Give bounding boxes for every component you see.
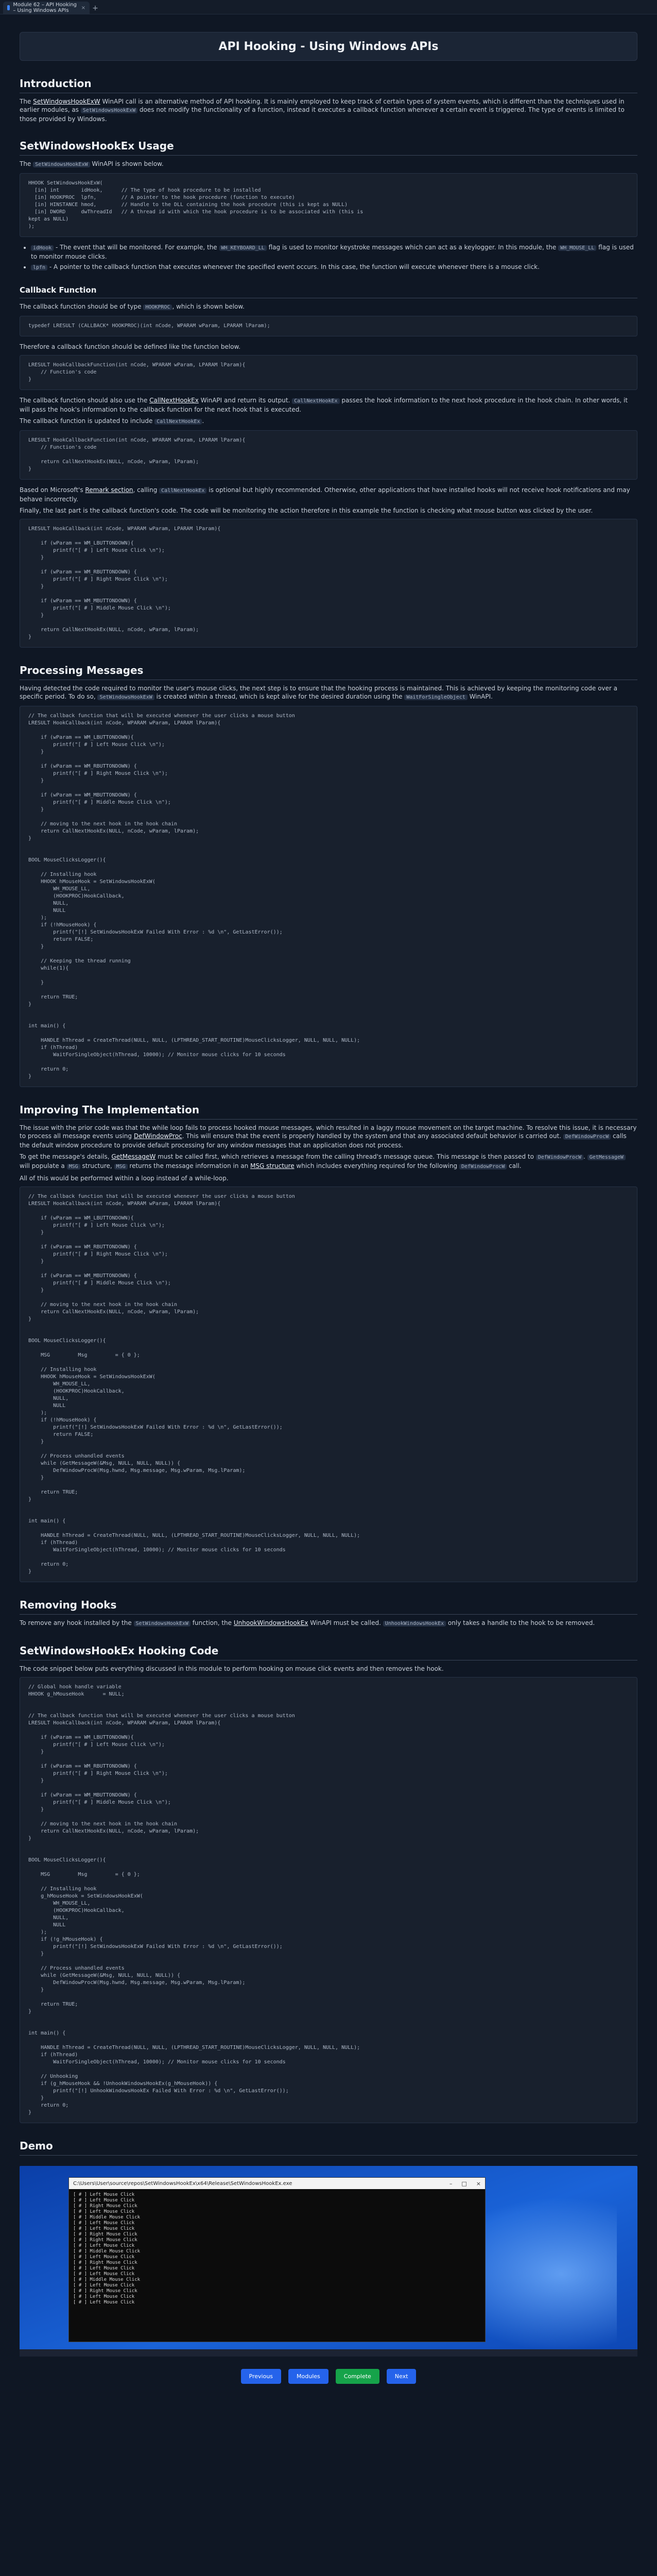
bullet-idhook: • idHook - The event that will be monitored. For example, the WH_KEYBOARD_LL flag is used to monitor keystroke messages which can act as a keylogger. In this module, the WH_MOUSE_LL flag is used to monitor mouse clicks. bbox=[31, 243, 637, 261]
callback-heading: Callback Function bbox=[20, 285, 97, 295]
code-block-improving: // The callback function that will be executed whenever the user clicks a mouse button LRESULT HookCallback(int nCode, WPARAM wParam, LPARAM lParam){ if (wParam == WM_LBUTTONDOWN){ printf("[ # ] Left Mouse Click \n"); } if (wParam == WM_RBUTTONDOWN) { printf("[ # ] Right Mouse Click \n"); } if (wParam == WM_MBUTTONDOWN) { printf("[ # ] Middle Mouse Click \n"); } // moving to the next hook in the hook chain return CallNextHookEx(NULL, nCode, wParam, lParam); } BOOL MouseClicksLogger(){ MSG Msg = { 0 }; // Installing hook HHOOK hMouseHook = SetWindowsHookExW( WH_MOUSE_LL, (HOOKPROC)HookCallback, NULL, NULL ); if (!hMouseHook) { printf("[!] SetWindowsHookExW Failed With Error : %d \n", GetLastError()); return FALSE; } // Process unhandled events while (GetMessageW(&Msg, NULL, NULL, NULL)) { DefWindowProcW(Msg.hwnd, Msg.message, Msg.wParam, Msg.lParam); } return TRUE; } int main() { HANDLE hThread = CreateThread(NULL, NULL, (LPTHREAD_START_ROUTINE)MouseClicksLogger, NULL, NULL, NULL); if (hThread) WaitForSingleObject(hThread, 10000); // Monitor mouse clicks for 10 seconds return 0; } bbox=[20, 1187, 637, 1582]
console-titlebar bbox=[69, 2178, 485, 2189]
close-icon[interactable]: × bbox=[476, 2180, 481, 2187]
page-title: API Hooking - Using Windows APIs bbox=[218, 40, 439, 53]
intro-heading: Introduction bbox=[20, 77, 92, 90]
console-title: C:\Users\User\source\repos\SetWindowsHookEx\x64\Release\SetWindowsHookEx.exe bbox=[73, 2180, 292, 2187]
console-window bbox=[68, 2177, 486, 2342]
code-block-hooking: // Global hook handle variable HHOOK g_hMouseHook = NULL; // The callback function that will be executed whenever the user clicks a mouse button LRESULT HookCallback(int nCode, WPARAM wParam, LPARAM lParam){ if (wParam == WM_LBUTTONDOWN){ printf("[ # ] Left Mouse Click \n"); } if (wParam == WM_RBUTTONDOWN) { printf("[ # ] Right Mouse Click \n"); } if (wParam == WM_MBUTTONDOWN) { printf("[ # ] Middle Mouse Click \n"); } // moving to the next hook in the hook chain return CallNextHookEx(NULL, nCode, wParam, lParam); } BOOL MouseClicksLogger(){ MSG Msg = { 0 }; // Installing hook g_hMouseHook = SetWindowsHookExW( WH_MOUSE_LL, (HOOKPROC)HookCallback, NULL, NULL ); if (!g_hMouseHook) { printf("[!] SetWindowsHookExW Failed With Error : %d \n", GetLastError()); } // Process unhandled events while (GetMessageW(&Msg, NULL, NULL, NULL)) { DefWindowProcW(Msg.hwnd, Msg.message, Msg.wParam, Msg.lParam); } return TRUE; } int main() { HANDLE hThread = CreateThread(NULL, NULL, (LPTHREAD_START_ROUTINE)MouseClicksLogger, NULL, NULL, NULL); if (hThread) WaitForSingleObject(hThread, 10000); // Monitor mouse clicks for 10 seconds // Unhooking if (g_hMouseHook && !UnhookWindowsHookEx(g_hMouseHook)) { printf("[!] UnhookWindowsHookEx Failed With Error : %d \n", GetLastError()); } return 0; } bbox=[20, 1677, 637, 2123]
bullet-lpfn: • lpfn - A pointer to the callback function that executes whenever the specified event occurs. In this case, the function will execute whenever there is a mouse click. bbox=[31, 263, 637, 272]
callback-paragraph-4: The callback function is updated to include CallNextHookEx . bbox=[20, 417, 204, 425]
callback-paragraph-6: Finally, the last part is the callback function's code. The code will be monitoring the action therefore in this example the function is checking what mouse button was clicked by the user. bbox=[20, 507, 593, 514]
msg-structure-link[interactable]: MSG structure bbox=[250, 1162, 295, 1170]
window-controls bbox=[449, 2180, 481, 2187]
setwindowshookexw-link[interactable]: SetWindowsHookExW bbox=[33, 98, 100, 105]
unhookwindowshookex-link[interactable]: UnhookWindowsHookEx bbox=[233, 1619, 308, 1626]
getmessagew-link[interactable]: GetMessageW bbox=[111, 1153, 156, 1160]
removing-paragraph: To remove any hook installed by the SetWindowsHookExW function, the UnhookWindowsHookEx WinAPI must be called. UnhookWindowsHookEx only takes a handle to the hook to be removed. bbox=[20, 1619, 595, 1626]
callback-paragraph-5: Based on Microsoft's Remark section, calling CallNextHookEx is optional but highly recommended. Otherwise, other applications that have installed hooks will not receive hook notifications and may behave incorrectly. bbox=[20, 486, 630, 503]
new-tab-button[interactable]: + bbox=[92, 4, 98, 12]
code-block-callback-next: LRESULT HookCallbackFunction(int nCode, WPARAM wParam, LPARAM lParam){ // Function's code return CallNextHookEx(NULL, nCode, wParam, lParam); } bbox=[20, 430, 637, 480]
improving-paragraph-3: All of this would be performed within a loop instead of a while-loop. bbox=[20, 1175, 229, 1182]
defwindowproc-link[interactable]: DefWindowProc bbox=[133, 1132, 182, 1140]
usage-paragraph: The SetWindowsHookExW WinAPI is shown below. bbox=[20, 160, 164, 167]
callback-paragraph-1: The callback function should be of type HOOKPROC , which is shown below. bbox=[20, 303, 245, 310]
complete-button[interactable]: Complete bbox=[336, 2369, 379, 2384]
module-navigation bbox=[20, 2369, 637, 2398]
code-block-callback-full: LRESULT HookCallback(int nCode, WPARAM wParam, LPARAM lParam){ if (wParam == WM_LBUTTONDOWN){ printf("[ # ] Left Mouse Click \n"); } if (wParam == WM_RBUTTONDOWN) { printf("[ # ] Right Mouse Click \n"); } if (wParam == WM_MBUTTONDOWN) { printf("[ # ] Middle Mouse Click \n"); } return CallNextHookEx(NULL, nCode, wParam, lParam); } bbox=[20, 519, 637, 648]
usage-bullets bbox=[31, 243, 637, 272]
processing-heading: Processing Messages bbox=[20, 664, 144, 676]
taskbar bbox=[20, 2349, 637, 2357]
intro-paragraph: The SetWindowsHookExW WinAPI call is an alternative method of API hooking. It is mainly employed to keep track of certain types of system events, which is different than the techniques used in earlier modules, as SetWindowsHookExW does not modify the functionality of a function, instead it executes a callback function whenever a certain event is triggered. The type of events is limited to those provided by Windows. bbox=[20, 98, 625, 123]
demo-screenshot bbox=[20, 2166, 637, 2357]
page-content bbox=[20, 14, 637, 2398]
favicon-icon bbox=[7, 5, 10, 10]
demo-heading: Demo bbox=[20, 2140, 53, 2152]
browser-tab[interactable] bbox=[3, 2, 90, 14]
console-output: [ # ] Left Mouse Click [ # ] Left Mouse Click [ # ] Right Mouse Click [ # ] Left Mouse Click [ # ] Middle Mouse Click [ # ] Left Mouse Click [ # ] Left Mouse Click [ # ] Right Mouse Click [ # ] Right Mouse Click [ # ] Left Mouse Click [ # ] Middle Mouse Click [ # ] Left Mouse Click [ # ] Right Mouse Click [ # ] Left Mouse Click [ # ] Left Mouse Click [ # ] Middle Mouse Click [ # ] Left Mouse Click [ # ] Right Mouse Click [ # ] Left Mouse Click [ # ] Left Mouse Click bbox=[73, 2192, 141, 2305]
next-button[interactable]: Next bbox=[387, 2369, 417, 2384]
callback-paragraph-2: Therefore a callback function should be defined like the function below. bbox=[20, 343, 241, 350]
usage-heading: SetWindowsHookEx Usage bbox=[20, 140, 174, 152]
previous-button[interactable]: Previous bbox=[241, 2369, 282, 2384]
removing-heading: Removing Hooks bbox=[20, 1599, 117, 1611]
code-block-hookproc: typedef LRESULT (CALLBACK* HOOKPROC)(int nCode, WPARAM wParam, LPARAM lParam); bbox=[20, 316, 637, 336]
divider bbox=[20, 155, 637, 156]
modules-button[interactable]: Modules bbox=[288, 2369, 328, 2384]
improving-heading: Improving The Implementation bbox=[20, 1104, 200, 1116]
processing-paragraph: Having detected the code required to monitor the user's mouse clicks, the next step is to ensure that the hooking process is maintained. This is achieved by keeping the monitoring code over a specific period. To do so, SetWindowsHookExW is created within a thread, which is kept alive for the desired duration using the WaitForSingleObject WinAPI. bbox=[20, 685, 617, 700]
hooking-code-heading: SetWindowsHookEx Hooking Code bbox=[20, 1645, 219, 1657]
minimize-icon[interactable]: – bbox=[449, 2180, 453, 2187]
code-block-usage: HHOOK SetWindowsHookExW( [in] int idHook, // The type of hook procedure to be installed [in] HOOKPROC lpfn, // A pointer to the hook procedure (function to execute) [in] HINSTANCE hmod, // Handle to the DLL containing the hook procedure (this is kept as NULL) [in] DWORD dwThreadId // A thread id with which the hook procedure is to be associated with (this is kept as NULL) ); bbox=[20, 173, 637, 237]
improving-paragraph-2: To get the message's details, GetMessageW must be called first, which retrieves a message from the calling thread's message queue. This message is then passed to DefWindowProcW . GetMessageW will populate a MSG structure, MSG returns the message information in an MSG structure which includes everything required for the following DefWindowProcW call. bbox=[20, 1153, 637, 1171]
code-block-callback-def: LRESULT HookCallbackFunction(int nCode, WPARAM wParam, LPARAM lParam){ // Function's code } bbox=[20, 355, 637, 390]
title-card bbox=[20, 32, 637, 61]
remark-section-link[interactable]: Remark section bbox=[85, 486, 133, 494]
callback-paragraph-3: The callback function should also use the CallNextHookEx WinAPI and return its output. CallNextHookEx passes the hook information to the next hook procedure in the hook chain. In other words, it will pass the hook's information to the callback function for the next hook that is executed. bbox=[20, 397, 628, 413]
close-icon[interactable]: × bbox=[81, 5, 85, 11]
hooking-code-paragraph: The code snippet below puts everything discussed in this module to perform hooking on mouse click events and then removes the hook. bbox=[20, 1665, 444, 1672]
code-block-processing: // The callback function that will be executed whenever the user clicks a mouse button LRESULT HookCallback(int nCode, WPARAM wParam, LPARAM lParam){ if (wParam == WM_LBUTTONDOWN){ printf("[ # ] Left Mouse Click \n"); } if (wParam == WM_RBUTTONDOWN) { printf("[ # ] Right Mouse Click \n"); } if (wParam == WM_MBUTTONDOWN) { printf("[ # ] Middle Mouse Click \n"); } // moving to the next hook in the hook chain return CallNextHookEx(NULL, nCode, wParam, lParam); } BOOL MouseClicksLogger(){ // Installing hook HHOOK hMouseHook = SetWindowsHookExW( WH_MOUSE_LL, (HOOKPROC)HookCallback, NULL, NULL ); if (!hMouseHook) { printf("[!] SetWindowsHookExW Failed With Error : %d \n", GetLastError()); return FALSE; } // Keeping the thread running while(1){ } return TRUE; } int main() { HANDLE hThread = CreateThread(NULL, NULL, (LPTHREAD_START_ROUTINE)MouseClicksLogger, NULL, NULL, NULL); if (hThread) WaitForSingleObject(hThread, 10000); // Monitor mouse clicks for 10 seconds return 0; } bbox=[20, 706, 637, 1087]
tab-title: Module 62 – API Hooking – Using Windows APIs bbox=[13, 2, 77, 13]
divider bbox=[20, 1614, 637, 1615]
maximize-icon[interactable]: □ bbox=[461, 2180, 467, 2187]
improving-paragraph-1: The issue with the prior code was that the while loop fails to process hooked mouse messages, which resulted in a laggy mouse movement on the target machine. To resolve this issue, it is necessary to process all message events using DefWindowProc. This will ensure that the event is properly handled by the system and that any associated default behavior is carried out. DefWindowProcW calls the default window procedure to provide default processing for any window messages that an application does not process. bbox=[20, 1124, 637, 1149]
callnexthookex-link[interactable]: CallNextHookEx bbox=[149, 397, 199, 404]
divider bbox=[20, 1119, 637, 1120]
browser-tabbar bbox=[0, 0, 657, 14]
divider bbox=[20, 2155, 637, 2156]
